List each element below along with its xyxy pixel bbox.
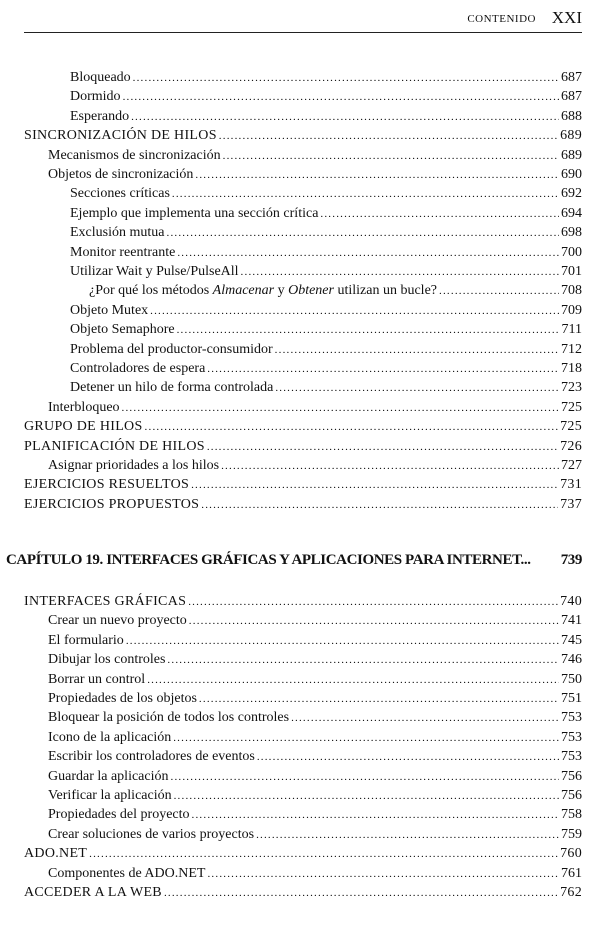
dot-leader [219, 128, 558, 144]
toc-entry-title: Dibujar los controles [48, 652, 166, 668]
chapter-page: 739 [560, 552, 582, 568]
page-number: XXI [551, 8, 582, 27]
dot-leader [172, 186, 559, 202]
toc-entry-title: Bloquear la posición de todos los controles [48, 710, 290, 726]
toc-entry [48, 730, 582, 750]
toc-entry-page: 687 [561, 89, 582, 105]
toc-entry-page: 740 [560, 594, 582, 609]
dot-leader [189, 613, 559, 629]
toc-entry-title: Propiedades de los objetos [48, 691, 197, 706]
dot-leader [221, 458, 559, 474]
toc-entry [70, 186, 582, 206]
toc-entry [70, 342, 582, 362]
toc-entry [48, 613, 582, 633]
dot-leader [177, 245, 559, 261]
toc-entry [24, 419, 582, 439]
toc-entry-title: Borrar un control [48, 671, 146, 687]
toc-entry-page: 753 [561, 749, 582, 765]
toc-entry-title: Detener un hilo de forma controlada [70, 380, 274, 396]
toc-entry-title: SINCRONIZACIÓN DE HILOS [24, 128, 217, 144]
toc-entry-page: 725 [560, 419, 582, 435]
toc-entry [70, 245, 582, 265]
toc-entry-title: Problema del productor-consumidor [70, 341, 273, 357]
toc-entry-title: Bloqueado [70, 70, 131, 85]
dot-leader [145, 419, 559, 435]
toc-entry-page: 712 [561, 341, 582, 357]
toc-entry-page: 753 [561, 729, 582, 745]
toc-entry [89, 283, 582, 303]
toc-entry [48, 827, 582, 847]
toc-entry [24, 439, 582, 459]
toc-entry-page: 689 [560, 128, 582, 144]
toc-entry [48, 400, 582, 420]
dot-leader [241, 264, 559, 280]
toc-entry [48, 167, 582, 187]
toc-entry-page: 723 [561, 380, 582, 396]
dot-leader [207, 439, 558, 455]
toc-entry-title: ¿Por qué los métodos Almacenar y Obtener utilizan un bucle? [89, 283, 438, 299]
toc-entry-page: 756 [561, 788, 582, 803]
toc-entry-title: Dormido [70, 89, 121, 105]
toc-entry [48, 807, 582, 827]
dot-leader [126, 633, 559, 649]
toc-entry-title: Objeto Mutex [70, 302, 149, 318]
toc-entry-title: ACCEDER A LA WEB [24, 885, 162, 900]
toc-entry-page: 725 [561, 399, 582, 415]
dot-leader [439, 283, 559, 299]
dot-leader [257, 749, 559, 765]
toc-entry-title: Componentes de ADO.NET [48, 865, 206, 881]
toc-entry-page: 708 [561, 283, 582, 299]
toc-entry-title: EJERCICIOS PROPUESTOS [24, 496, 200, 512]
toc-entry [70, 361, 582, 381]
toc-entry-page: 700 [561, 244, 582, 260]
toc-entry-page: 711 [561, 322, 582, 338]
toc-entry-page: 761 [561, 865, 582, 881]
toc-entry-title: Monitor reentrante [70, 244, 176, 260]
dot-leader [122, 400, 559, 416]
toc-entry-title: El formulario [48, 632, 124, 648]
toc-entry-page: 718 [561, 361, 582, 376]
toc-entry [24, 128, 582, 148]
dot-leader [188, 594, 558, 610]
toc-entry-page: 756 [561, 768, 582, 784]
dot-leader [223, 148, 559, 164]
toc-entry-page: 692 [561, 186, 582, 202]
toc-entry-title: Controladores de espera [70, 361, 206, 376]
dot-leader [195, 167, 559, 183]
toc-entry-title: Objetos de sincronización [48, 167, 194, 182]
toc-entry [70, 70, 582, 90]
toc-entry [48, 458, 582, 478]
toc-entry-title: Utilizar Wait y Pulse/PulseAll [70, 264, 239, 279]
toc-entry [48, 788, 582, 808]
toc-entry [48, 769, 582, 789]
toc-entry [48, 148, 582, 168]
toc-entry-title: PLANIFICACIÓN DE HILOS [24, 438, 205, 454]
toc-entry [70, 264, 582, 284]
dot-leader [191, 477, 558, 493]
toc-entry-title: Crear soluciones de varios proyectos [48, 826, 255, 842]
chapter-heading [6, 552, 582, 574]
toc-entry [48, 652, 582, 672]
toc-entry-page: 753 [561, 710, 582, 726]
dot-leader [167, 652, 559, 668]
toc-entry [70, 303, 582, 323]
dot-leader [174, 788, 559, 804]
dot-leader [164, 885, 558, 901]
toc-entry-title: INTERFACES GRÁFICAS [24, 594, 187, 609]
toc-entry-title: Exclusión mutua [70, 225, 165, 241]
dot-leader [177, 322, 560, 338]
toc-entry [70, 380, 582, 400]
toc-entry-title: GRUPO DE HILOS [24, 419, 143, 435]
chapter-title: CAPÍTULO 19. INTERFACES GRÁFICAS Y APLICACIONES PARA INTERNET... [6, 552, 531, 568]
toc-entry-title: Propiedades del proyecto [48, 807, 190, 823]
toc-entry-page: 694 [561, 205, 582, 221]
toc-entry-page: 727 [561, 458, 582, 473]
dot-leader [147, 672, 559, 688]
toc-entry [24, 885, 582, 905]
toc-entry [24, 846, 582, 866]
toc-entry-page: 701 [561, 264, 582, 279]
toc-entry [70, 89, 582, 109]
toc-entry-title: Ejemplo que implementa una sección crítica [70, 205, 319, 221]
toc-entry-page: 741 [561, 613, 582, 629]
page-header [24, 6, 582, 33]
dot-leader [167, 225, 560, 241]
toc-entry [70, 322, 582, 342]
toc-entry [48, 691, 582, 711]
dot-leader [201, 497, 558, 513]
toc-entry-page: 698 [561, 225, 582, 241]
running-header-section: CONTENIDO [467, 13, 536, 25]
toc-entry-page: 689 [561, 147, 582, 163]
dot-leader [199, 691, 559, 707]
dot-leader [131, 109, 559, 125]
dot-leader [207, 866, 559, 882]
toc-entry-page: 760 [560, 846, 582, 862]
toc-entry [48, 633, 582, 653]
toc-entry-page: 762 [560, 885, 582, 900]
toc-entry-page: 726 [560, 438, 582, 454]
toc-entry-title: Objeto Semaphore [70, 322, 175, 338]
dot-leader [275, 380, 559, 396]
dot-leader [291, 710, 559, 726]
toc-entry-page: 687 [561, 70, 582, 85]
toc-entry-page: 690 [561, 167, 582, 182]
dot-leader [150, 303, 559, 319]
toc-entry-page: 688 [561, 108, 582, 124]
toc-entry-page: 746 [561, 652, 582, 668]
dot-leader [256, 827, 559, 843]
dot-leader [173, 730, 559, 746]
dot-leader [192, 807, 559, 823]
toc-entry [48, 749, 582, 769]
toc-entry [70, 225, 582, 245]
dot-leader [123, 89, 559, 105]
toc-entry-title: ADO.NET [24, 846, 88, 862]
toc-entry-title: Mecanismos de sincronización [48, 147, 221, 163]
toc-entry-title: Interbloqueo [48, 399, 120, 415]
toc-entry [24, 594, 582, 614]
toc-entry-page: 759 [561, 826, 582, 842]
toc-entry-title: Asignar prioridades a los hilos [48, 458, 220, 473]
toc-entry-page: 751 [561, 691, 582, 706]
toc-entry-page: 750 [561, 671, 582, 687]
toc-entry-page: 731 [560, 477, 582, 493]
toc-entry-title: Icono de la aplicación [48, 729, 172, 745]
toc-entry-title: Guardar la aplicación [48, 768, 169, 784]
toc-entry-title: EJERCICIOS RESUELTOS [24, 477, 190, 493]
toc-entry-page: 737 [560, 496, 582, 512]
dot-leader [171, 769, 560, 785]
toc-entry-page: 758 [561, 807, 582, 823]
toc-entry [24, 497, 582, 517]
toc-entry-title: Verificar la aplicación [48, 788, 172, 803]
toc-entry [70, 206, 582, 226]
dot-leader [320, 206, 559, 222]
toc-entry [24, 477, 582, 497]
dot-leader [133, 70, 559, 86]
toc-entry [70, 109, 582, 129]
dot-leader [275, 342, 559, 358]
toc-entry-page: 745 [561, 632, 582, 648]
toc-entry-title: Esperando [70, 108, 130, 124]
toc-entry-title: Escribir los controladores de eventos [48, 749, 255, 765]
toc-entry [48, 672, 582, 692]
toc-entry-title: Crear un nuevo proyecto [48, 613, 187, 629]
dot-leader [207, 361, 559, 377]
toc-entry [48, 866, 582, 886]
toc-entry-title: Secciones críticas [70, 186, 170, 202]
toc-entry [48, 710, 582, 730]
toc-entry-page: 709 [561, 302, 582, 318]
dot-leader [89, 846, 558, 862]
